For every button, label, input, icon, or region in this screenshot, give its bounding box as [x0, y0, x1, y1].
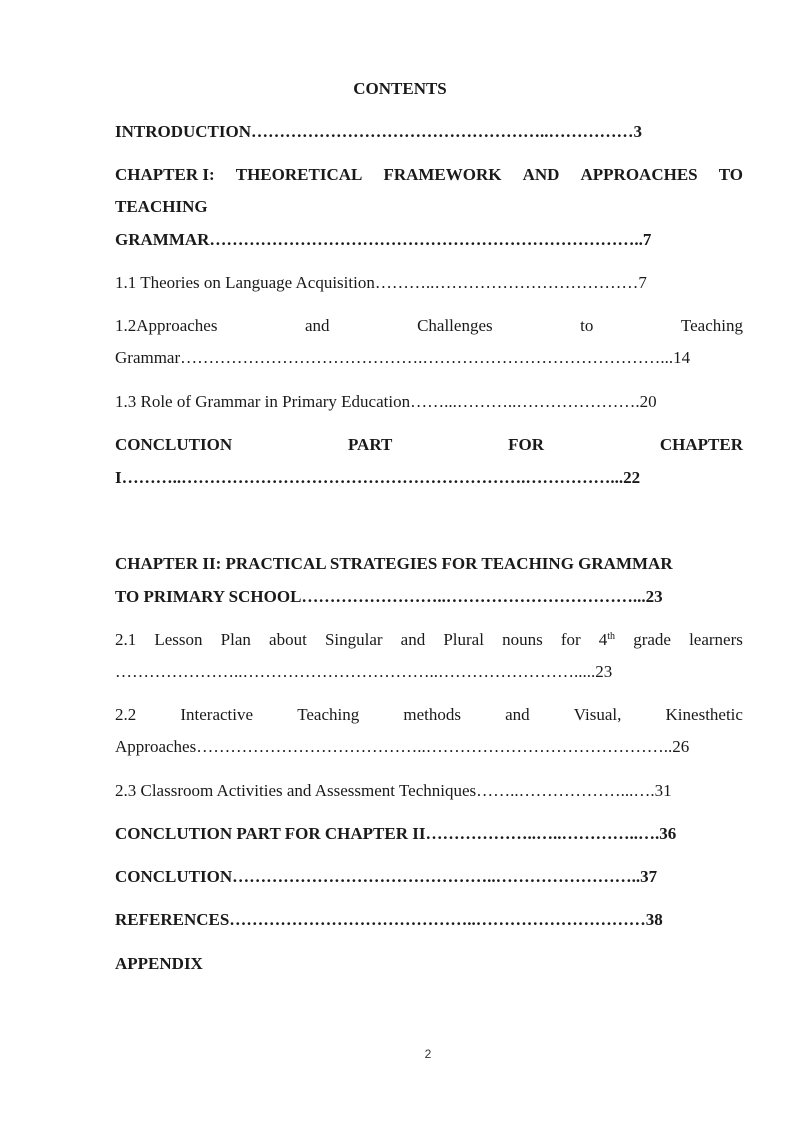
toc-word: Teaching — [680, 316, 743, 335]
ordinal-suffix: th — [607, 631, 616, 642]
toc-section-1-2-line1 — [115, 315, 743, 337]
toc-word: learners — [689, 630, 743, 649]
toc-word: CHAPTER I: — [115, 165, 215, 184]
toc-conclusion-ch2: CONCLUTION PART FOR CHAPTER II………………..…..…………..….36 — [115, 824, 677, 843]
toc-word: and — [304, 316, 330, 335]
toc-word: Visual, — [573, 705, 622, 724]
toc-conclusion: CONCLUTION………………………………………..……………………..37 — [115, 867, 658, 886]
toc-word: to — [580, 316, 594, 335]
toc-chapter2-line1: CHAPTER II: PRACTICAL STRATEGIES FOR TEACHING GRAMMAR — [115, 554, 673, 573]
toc-word: Lesson — [154, 630, 203, 649]
toc-word: Plural — [443, 630, 484, 649]
toc-word: FOR — [508, 435, 545, 454]
toc-word: PART — [347, 435, 393, 454]
toc-word: AND — [522, 165, 560, 184]
toc-word: Interactive — [180, 705, 254, 724]
toc-word: APPROACHES — [580, 165, 698, 184]
toc-word: and — [400, 630, 426, 649]
toc-section-1-1: 1.1 Theories on Language Acquisition………..………………………………7 — [115, 273, 647, 292]
toc-conclusion-ch1-line2: I………..…………………………………………………….……………...22 — [115, 468, 641, 487]
toc-word: and — [505, 705, 530, 724]
toc-section-2-2-line1 — [115, 704, 743, 726]
toc-word: Challenges — [417, 316, 493, 335]
toc-chapter1-line1 — [115, 164, 743, 186]
toc-word: Singular — [324, 630, 383, 649]
toc-word: FRAMEWORK — [383, 165, 502, 184]
toc-chapter2-line2: TO PRIMARY SCHOOL……………………..……………………………...23 — [115, 587, 663, 606]
toc-chapter1-line3: GRAMMAR…………………………………………………………………..7 — [115, 230, 652, 249]
toc-introduction: INTRODUCTION……………………………………………..……………3 — [115, 122, 643, 141]
toc-word: nouns — [502, 630, 543, 649]
toc-word: methods — [403, 705, 461, 724]
ordinal-number: 4 — [598, 630, 608, 649]
toc-word: 2.2 — [115, 705, 137, 724]
toc-section-1-2-line2: Grammar…………………………………….……………………………………...14 — [115, 348, 691, 367]
toc-word: grade — [633, 630, 671, 649]
page-number: 2 — [424, 1047, 432, 1061]
contents-heading: CONTENTS — [353, 79, 447, 98]
toc-ordinal — [599, 629, 615, 651]
toc-word: for — [560, 630, 581, 649]
toc-section-2-1-line2: …………………..……………………………..…………………….....23 — [115, 662, 613, 681]
toc-word: Plan — [220, 630, 251, 649]
toc-section-2-3: 2.3 Classroom Activities and Assessment Techniques……..………………...….31 — [115, 781, 672, 800]
toc-word: CHAPTER — [659, 435, 743, 454]
toc-word: CONCLUTION — [115, 435, 233, 454]
toc-section-1-3: 1.3 Role of Grammar in Primary Education……...………..………………….20 — [115, 392, 657, 411]
toc-chapter1-line2: TEACHING — [115, 197, 208, 216]
toc-word: Kinesthetic — [665, 705, 743, 724]
toc-word: about — [269, 630, 307, 649]
toc-word: Teaching — [297, 705, 360, 724]
toc-section-2-1-line1 — [115, 629, 743, 651]
toc-conclusion-ch1-line1 — [115, 434, 743, 456]
toc-word: THEORETICAL — [235, 165, 363, 184]
toc-word: 2.1 — [115, 630, 137, 649]
toc-word: 1.2Approaches — [115, 316, 218, 335]
toc-word: TO — [718, 165, 743, 184]
toc-appendix: APPENDIX — [115, 954, 203, 973]
toc-section-2-2-line2: Approaches…………………………………..……………………………………..26 — [115, 737, 690, 756]
toc-references: REFERENCES……………………………………..…………………………38 — [115, 910, 663, 929]
